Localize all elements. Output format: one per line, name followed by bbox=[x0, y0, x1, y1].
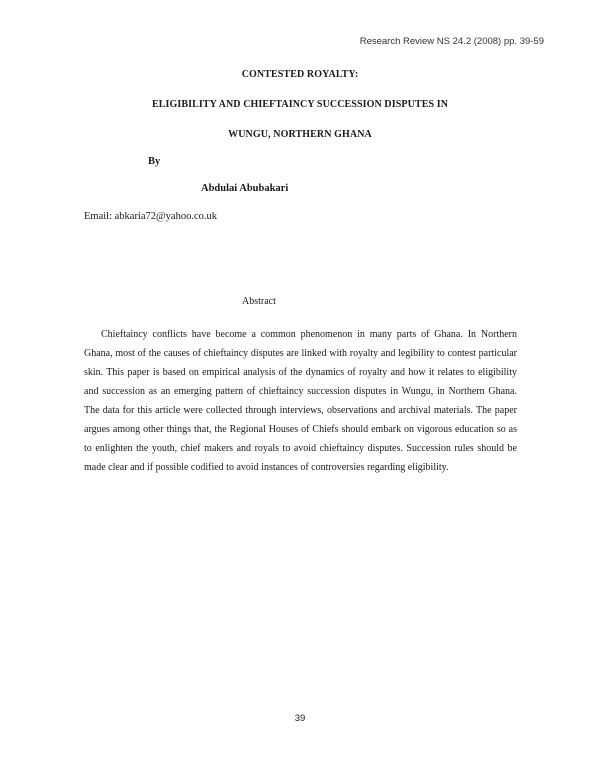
title-line-1: CONTESTED ROYALTY: bbox=[241, 69, 359, 80]
page-number: 39 bbox=[294, 713, 306, 724]
author-email: Email: abkaria72@yahoo.co.uk bbox=[84, 211, 218, 222]
author-name: Abdulai Abubakari bbox=[201, 183, 289, 194]
title-line-3: WUNGU, NORTHERN GHANA bbox=[228, 129, 372, 140]
title-line-2: ELIGIBILITY AND CHIEFTAINCY SUCCESSION DISPUTES IN bbox=[151, 99, 449, 110]
running-header: Research Review NS 24.2 (2008) pp. 39-59 bbox=[359, 36, 544, 47]
abstract-heading: Abstract bbox=[242, 296, 276, 307]
abstract-body: Chieftaincy conflicts have become a common phenomenon in many parts of Ghana. In Northern Ghana, most of the causes of chieftaincy disputes are linked with royalty and legibility to contest particular skin. This paper is based on empirical analysis of the dynamics of royalty and how it relates to eligibility and succession as an emerging pattern of chieftaincy succession disputes in Wungu, in Northern Ghana. The data for this article were collected through interviews, observations and archival materials. The paper argues among other things that, the Regional Houses of Chiefs should embark on vigorous education so as to enlighten the youth, chief makers and royals to avoid chieftaincy disputes. Succession rules should be made clear and if possible codified to avoid instances of controversies regarding eligibility. bbox=[84, 329, 517, 473]
by-label: By bbox=[148, 156, 161, 167]
